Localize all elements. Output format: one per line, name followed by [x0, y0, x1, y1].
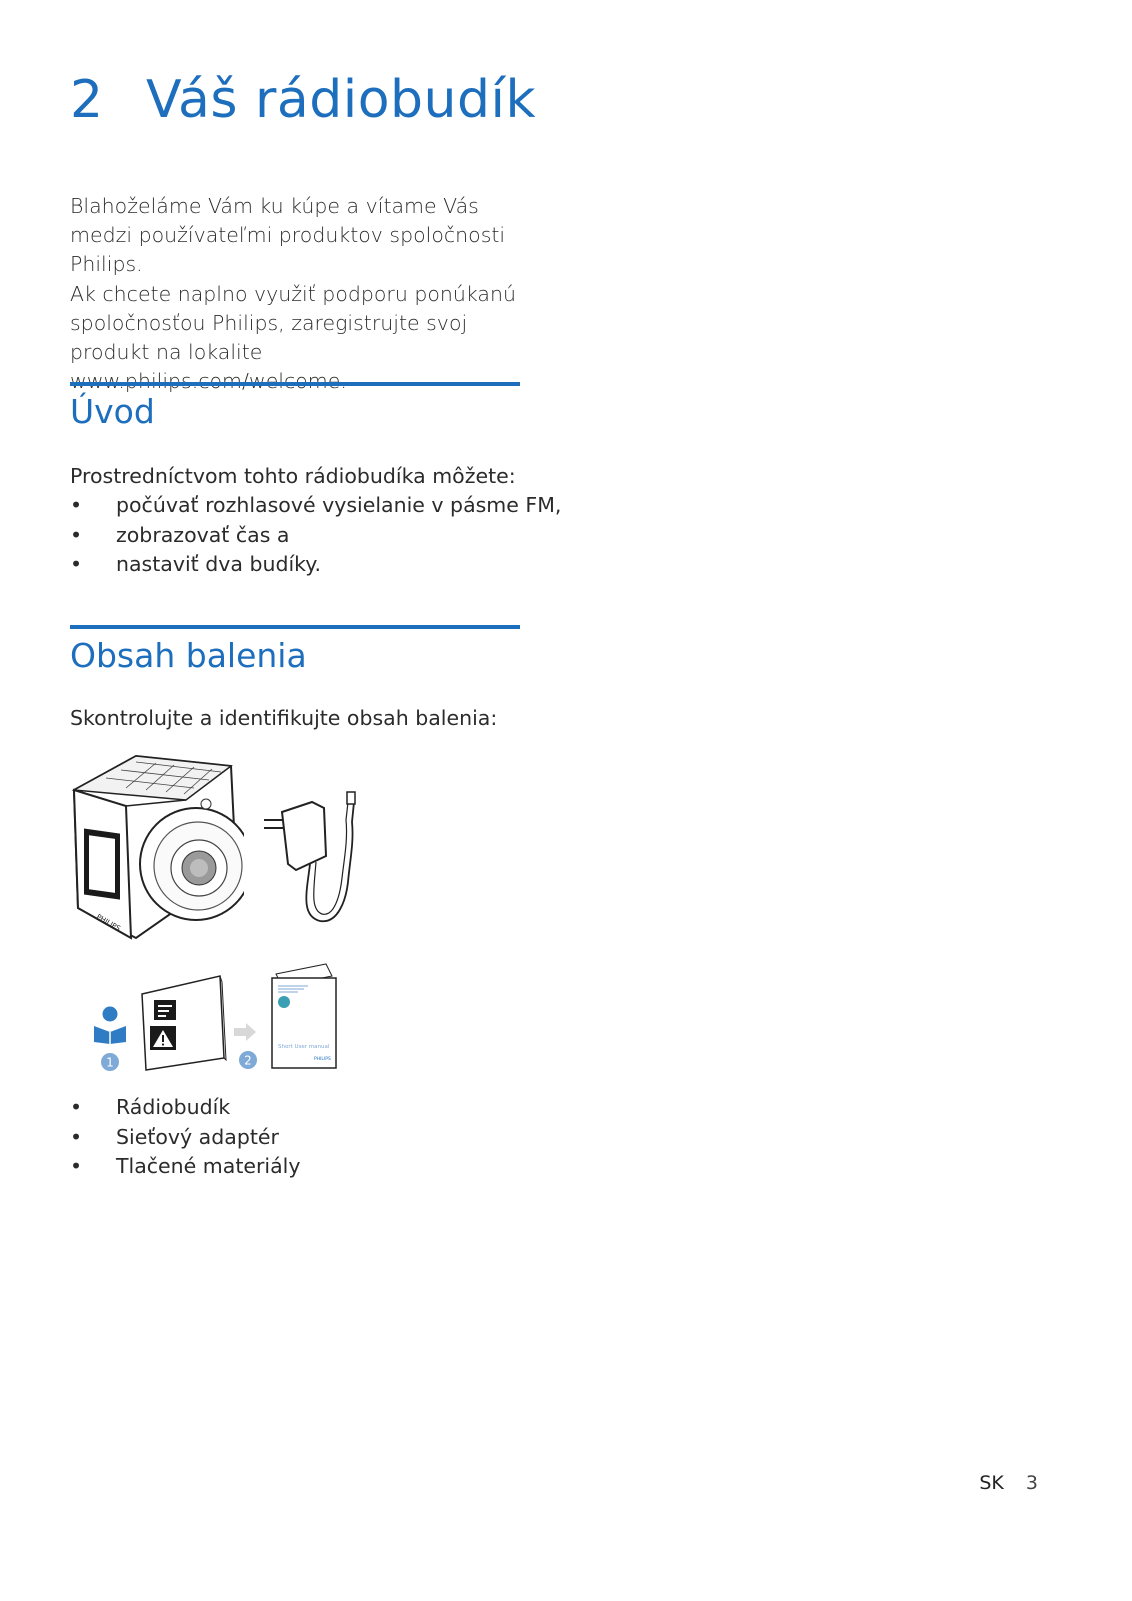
list-item: • nastaviť dva budíky. — [70, 550, 561, 580]
list-item: • zobrazovať čas a — [70, 521, 561, 551]
obsah-list — [70, 1093, 300, 1182]
intro-paragraph-2: Ak chcete naplno využiť podporu ponúkanú spoločnosťou Philips, zaregistrujte svoj produkt na lokalite — [70, 281, 516, 365]
power-adapter-illustration — [262, 790, 368, 930]
page-footer — [979, 1472, 1038, 1494]
step-2-number: 2 — [244, 1053, 252, 1068]
step-1-number: 1 — [106, 1055, 114, 1070]
chapter-number: 2 — [70, 70, 104, 130]
section-heading-uvod: Úvod — [70, 392, 155, 431]
chapter-title — [70, 70, 536, 130]
arrow-right-icon — [233, 1022, 257, 1042]
uvod-lead: Prostredníctvom tohto rádiobudíka môžete: — [70, 464, 516, 488]
intro-text — [70, 192, 530, 396]
section-rule-obsah — [70, 625, 520, 629]
obsah-lead: Skontrolujte a identifikujte obsah balenia: — [70, 706, 498, 730]
section-rule-uvod — [70, 382, 520, 386]
list-item: • Sieťový adaptér — [70, 1123, 300, 1153]
device-brand-label: PHILIPS — [95, 912, 122, 933]
chapter-title-text: Váš rádiobudík — [146, 70, 537, 130]
manual-title: Short User manual — [278, 1044, 330, 1050]
clock-radio-illustration — [66, 748, 244, 944]
manual-brand: PHILIPS — [314, 1057, 331, 1062]
manual-illustration — [268, 962, 342, 1072]
step-2-badge — [238, 1050, 258, 1070]
uvod-list — [70, 491, 561, 580]
list-item: • Rádiobudík — [70, 1093, 300, 1123]
step-1-badge — [100, 1052, 120, 1072]
list-item: • Tlačené materiály — [70, 1152, 300, 1182]
list-item: • počúvať rozhlasové vysielanie v pásme FM, — [70, 491, 561, 521]
page-number: 3 — [1025, 1472, 1038, 1494]
section-heading-obsah: Obsah balenia — [70, 636, 307, 675]
language-code: SK — [979, 1472, 1004, 1494]
reading-person-icon — [90, 1004, 130, 1044]
intro-paragraph-1: Blahoželáme Vám ku kúpe a vítame Vás medzi používateľmi produktov spoločnosti Philips. — [70, 194, 506, 277]
booklet-illustration — [138, 972, 230, 1072]
